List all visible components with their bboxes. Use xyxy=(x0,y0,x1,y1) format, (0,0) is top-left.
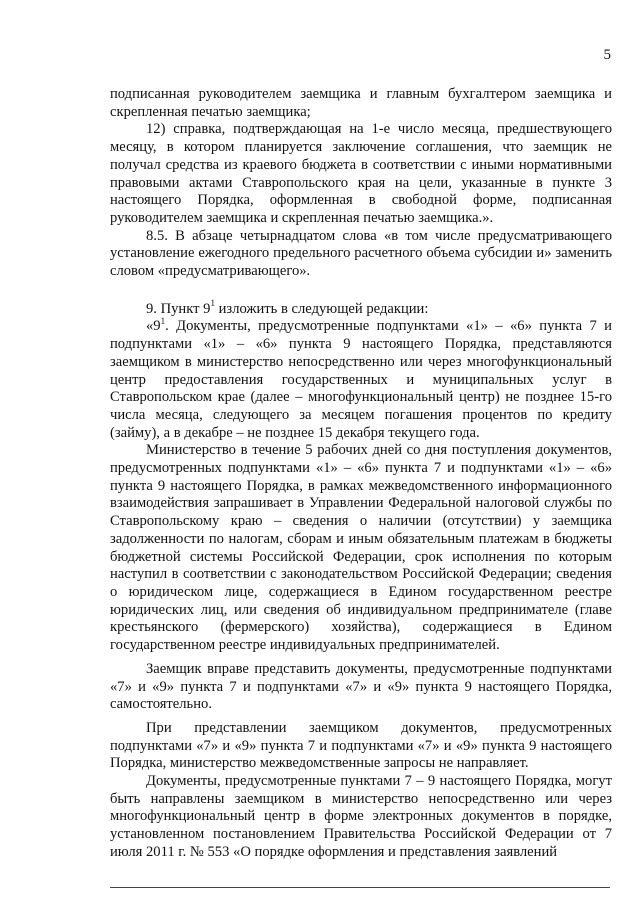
paragraph-electronic-documents: Документы, предусмотренные пунктами 7 – 9 настоящего Порядка, могут быть направлены заемщиком в министерство непосредственно или через многофункциональный центр в форме электронных документов в порядке, установленном постановлением Правительства Российской Федерации от 7 июля 2011 г. № 553 «О порядке оформления и представления заявлений xyxy=(110,773,612,860)
paragraph-continuation: подписанная руководителем заемщика и главным бухгалтером заемщика и скрепленная печатью заемщика; xyxy=(110,86,612,120)
paragraph-9-1-suffix: . Документы, предусмотренные подпунктами «1» – «6» пункта 7 и подпунктами «1» – «6» пункта 9 настоящего Порядка, представляются заемщиком в министерство непосредственно или через многофункциональный центр предоставления государственных и муниципальных услуг в Ставропольском крае (далее – многофункциональный центр) не позднее 15-го числа месяца, следующего за месяцем погашения процентов по кредиту (займу), а в декабре – не позднее 15 декабря текущего года. xyxy=(110,318,612,441)
document-body xyxy=(110,86,612,862)
paragraph-9-1-prefix: «9 xyxy=(146,318,161,335)
superscript-1: 1 xyxy=(160,315,166,326)
paragraph-no-requests: При представлении заемщиком документов, предусмотренных подпунктами «7» и «9» пункта 7 и подпунктами «7» и «9» пункта 9 настоящего Порядка, министерство межведомственные запросы не направляет. xyxy=(110,719,612,772)
paragraph-8-5: 8.5. В абзаце четырнадцатом слова «в том числе предусматривающего установление ежегодного предельного расчетного объема субсидии и» заменить словом «предусматривающего». xyxy=(110,227,612,280)
page-number: 5 xyxy=(603,47,611,63)
paragraph-9-heading xyxy=(110,297,612,319)
paragraph-borrower-right: Заемщик вправе представить документы, предусмотренные подпунктами «7» и «9» пункта 7 и подпунктами «7» и «9» пункта 9 настоящего Порядка, самостоятельно. xyxy=(110,660,612,713)
paragraph-9-heading-prefix: 9. Пункт 9 xyxy=(146,300,211,317)
paragraph-item-12: 12) справка, подтверждающая на 1-е число месяца, предшествующего месяцу, в котором планируется заключение соглашения, что заемщик не получал средства из краевого бюджета в соответствии с иными нормативными правовыми актами Ставропольского края на цели, указанные в пункте 3 настоящего Порядка, оформленная в свободной форме, подписанная руководителем заемщика и скрепленная печатью заемщика.». xyxy=(110,121,612,226)
superscript-1: 1 xyxy=(210,297,215,308)
bottom-rule xyxy=(110,887,610,888)
paragraph-9-heading-suffix: изложить в следующей редакции: xyxy=(214,300,429,317)
paragraph-ministry-request: Министерство в течение 5 рабочих дней со дня поступления документов, предусмотренных подпунктами «1» – «6» пункта 7 и подпунктами «1» – «6» пункта 9 настоящего Порядка, в рамках межведомственного информационного взаимодействия запрашивает в Управлении Федеральной налоговой службы по Ставропольскому краю – сведения о наличии (отсутствии) у заемщика задолженности по налогам, сборам и иным обязательным платежам в бюджеты бюджетной системы Российской Федерации, срок исполнения по которым наступил в соответствии с законодательством Российской Федерации; сведения о юридическом лице, содержащиеся в Едином государственном реестре юридических лиц, или сведения об индивидуальном предпринимателе (главе крестьянского (фермерского) хозяйства), содержащиеся в Едином государственном реестре индивидуальных предпринимателей. xyxy=(110,442,612,654)
paragraph-9-1-text xyxy=(110,315,612,442)
